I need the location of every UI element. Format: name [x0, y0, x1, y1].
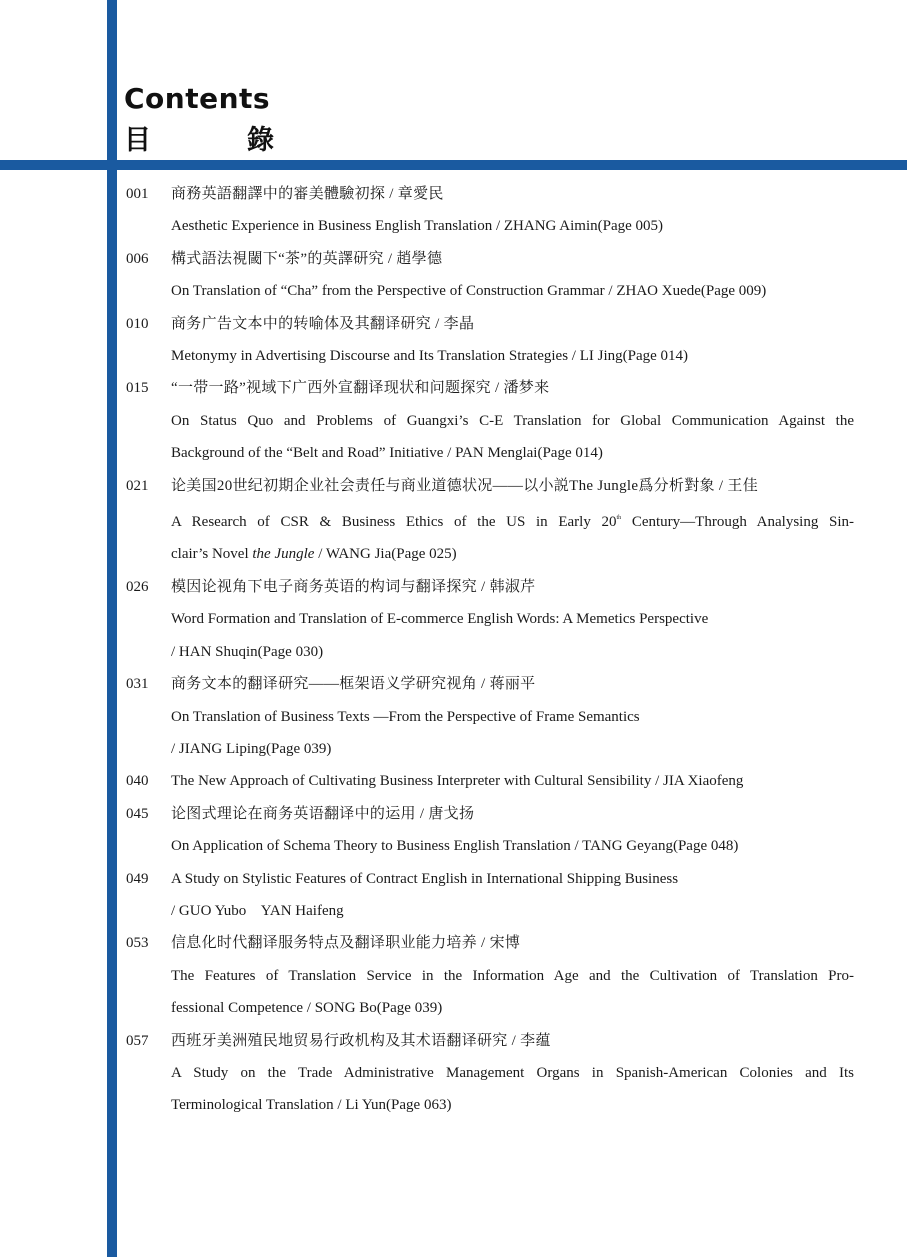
entry-title-cn: 西班牙美洲殖民地贸易行政机构及其术语翻译研究 / 李蕴	[171, 1032, 551, 1049]
page-number: 015	[126, 380, 149, 397]
author-text: / WANG Jia(Page 025)	[314, 546, 457, 563]
toc-entry[interactable]	[126, 927, 854, 1024]
toc-entry[interactable]	[126, 243, 854, 308]
entry-title-en: The New Approach of Cultivating Business Interpreter with Cultural Sensibility / JIA Xiaofeng	[171, 773, 744, 790]
toc-entry[interactable]	[126, 765, 854, 797]
entry-title-en: A Study on the Trade Administrative Management Organs in Spanish-American Colonies and Its	[171, 1064, 854, 1081]
entry-title-en: Aesthetic Experience in Business English Translation / ZHANG Aimin(Page 005)	[171, 218, 664, 235]
toc-entry[interactable]	[126, 863, 854, 928]
page-title-cn-char-1: 目	[124, 125, 151, 156]
entry-title-en-cont: Background of the “Belt and Road” Initiative / PAN Menglai(Page 014)	[171, 445, 603, 462]
entry-title-cn: 论美国20世纪初期企业社会责任与商业道德状况——以小説The Jungle爲分析對象 / 王佳	[171, 477, 759, 494]
toc-entry[interactable]	[126, 470, 854, 571]
page-number: 021	[126, 477, 149, 494]
entry-title-en: On Application of Schema Theory to Business English Translation / TANG Geyang(Page 048)	[171, 838, 739, 855]
entry-title-cn: “一带一路”视域下广西外宣翻译现状和问题探究 / 潘梦来	[171, 380, 550, 397]
page-number: 057	[126, 1032, 149, 1049]
table-of-contents	[126, 178, 854, 1122]
entry-title-cn: 商務英語翻譯中的審美體驗初探 / 章愛民	[171, 186, 444, 202]
entry-title-en-cont	[171, 538, 854, 570]
toc-entry[interactable]	[126, 571, 854, 668]
ordinal-suffix: th	[616, 515, 622, 522]
page-number: 040	[126, 773, 149, 790]
entry-title-en: On Translation of Business Texts —From the Perspective of Frame Semantics	[171, 708, 640, 725]
page-number: 045	[126, 805, 149, 822]
title-text: A Research of CSR & Business Ethics of the US in Early 20	[171, 514, 617, 531]
entry-title-cn: 商务广告文本中的转喻体及其翻译研究 / 李晶	[171, 315, 475, 332]
page-number: 049	[126, 870, 149, 887]
toc-entry[interactable]	[126, 798, 854, 863]
page-number: 001	[126, 186, 149, 202]
page-title-en: Contents	[124, 82, 271, 115]
entry-author-en: / GUO Yubo YAN Haifeng	[171, 902, 344, 919]
page-number: 026	[126, 578, 149, 595]
toc-entry[interactable]	[126, 372, 854, 469]
page-title-cn-char-2: 錄	[247, 125, 274, 156]
entry-title-en: On Translation of “Cha” from the Perspective of Construction Grammar / ZHAO Xuede(Page 009)	[171, 283, 767, 300]
toc-entry[interactable]	[126, 1025, 854, 1122]
title-text: clair’s Novel	[171, 546, 253, 563]
page-number: 006	[126, 250, 149, 267]
title-text-cont: Century—Through Analysing Sin-	[621, 514, 855, 531]
entry-title-cn: 论图式理论在商务英语翻译中的运用 / 唐戈扬	[171, 805, 475, 822]
page-number: 031	[126, 676, 149, 693]
entry-title-en	[171, 502, 854, 538]
toc-entry[interactable]	[126, 668, 854, 765]
entry-title-en: The Features of Translation Service in the Information Age and the Cultivation of Translation Pro-	[171, 967, 854, 984]
entry-author-en: / JIANG Liping(Page 039)	[171, 740, 332, 757]
toc-entry[interactable]	[126, 308, 854, 373]
entry-title-en: Word Formation and Translation of E-commerce English Words: A Memetics Perspective	[171, 611, 709, 628]
entry-title-en: On Status Quo and Problems of Guangxi’s C-E Translation for Global Communication Against the	[171, 412, 854, 429]
left-accent-bar	[107, 0, 117, 1257]
entry-title-en: A Study on Stylistic Features of Contract English in International Shipping Business	[171, 870, 679, 887]
page-title-cn	[124, 118, 274, 157]
entry-title-en: Metonymy in Advertising Discourse and Its Translation Strategies / LI Jing(Page 014)	[171, 348, 689, 365]
entry-title-cn: 信息化时代翻译服务特点及翻译职业能力培养 / 宋博	[171, 935, 521, 952]
entry-title-cn: 構式語法視閾下“茶”的英譯研究 / 趙學德	[171, 250, 443, 267]
header-divider-bar	[0, 160, 907, 170]
page-number: 053	[126, 935, 149, 952]
entry-title-en-cont: Terminological Translation / Li Yun(Page 063)	[171, 1097, 452, 1114]
toc-entry[interactable]	[126, 178, 854, 243]
page-number: 010	[126, 315, 149, 332]
novel-title: the Jungle	[252, 546, 315, 563]
entry-author-en: / HAN Shuqin(Page 030)	[171, 643, 324, 660]
entry-title-en-cont: fessional Competence / SONG Bo(Page 039)	[171, 1000, 443, 1017]
entry-title-cn: 模因论视角下电子商务英语的构词与翻译探究 / 韩淑芹	[171, 578, 536, 595]
entry-title-cn: 商务文本的翻译研究——框架语义学研究视角 / 蒋丽平	[171, 676, 536, 693]
